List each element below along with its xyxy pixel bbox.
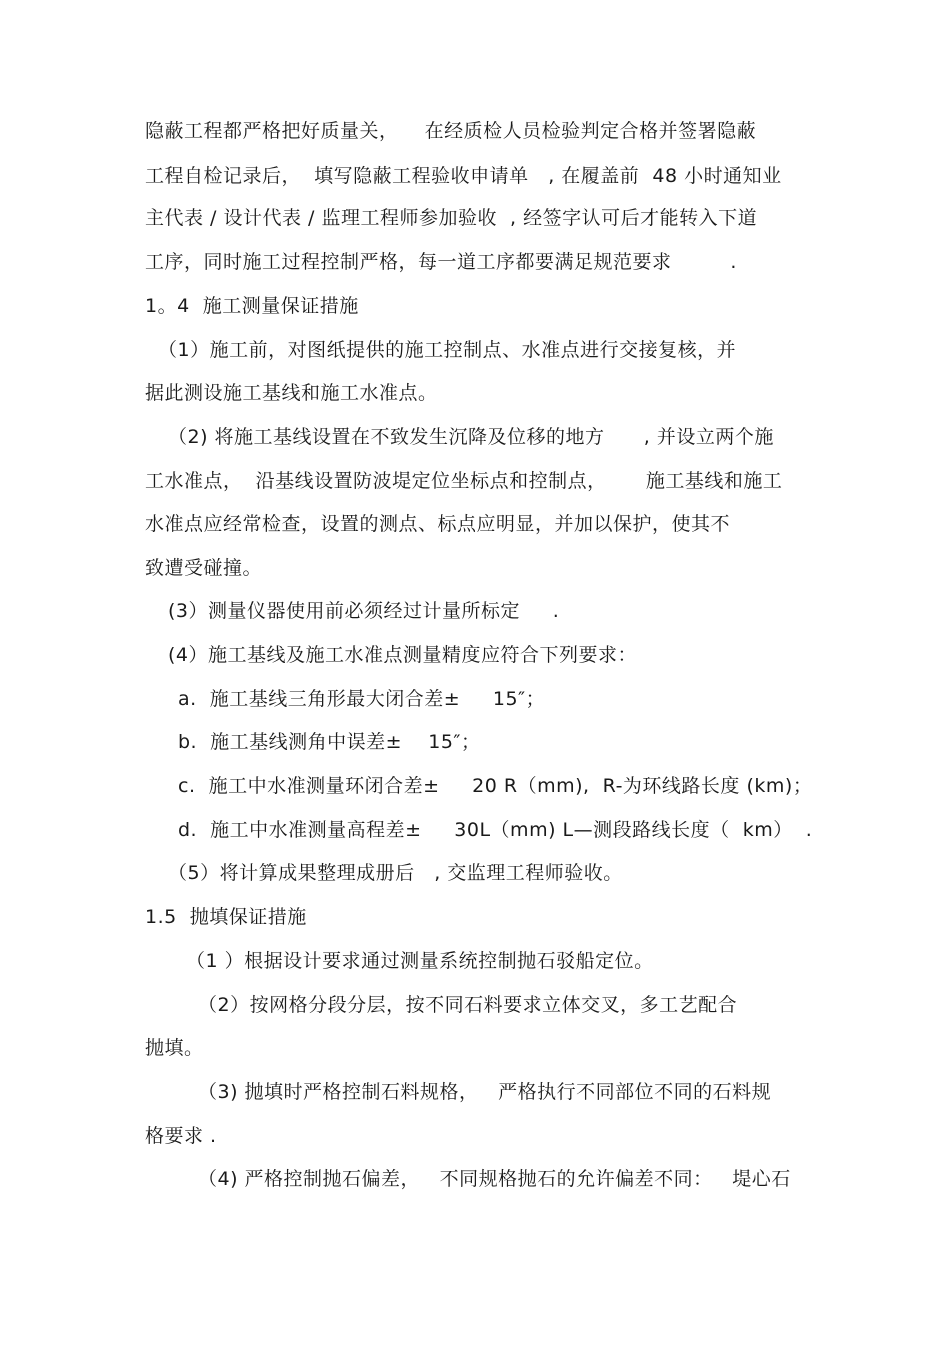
paragraph-line-1: 隐蔽工程都严格把好质量关， 在经质检人员检验判定合格并签署隐蔽 bbox=[145, 120, 757, 142]
item-2-line-4: 致遭受碰撞。 bbox=[145, 557, 263, 579]
paragraph-line-3: 主代表 / 设计代表 / 监理工程师参加验收 , 经签字认可后才能转入下道 bbox=[145, 207, 758, 229]
paragraph-line-2: 工程自检记录后， 填写隐蔽工程验收申请单 , 在履盖前 48 小时通知业 bbox=[145, 165, 782, 187]
item-3-line: (3）测量仪器使用前必须经过计量所标定 . bbox=[168, 600, 560, 622]
item-2-line-1: （2) 将施工基线设置在不致发生沉降及位移的地方 , 并设立两个施 bbox=[168, 426, 774, 448]
item-2-line-3: 水准点应经常检查，设置的测点、标点应明显，并加以保护，使其不 bbox=[145, 513, 731, 535]
section-heading-1-4: 1。4 施工测量保证措施 bbox=[145, 295, 359, 317]
sub-item-a: a. 施工基线三角形最大闭合差± 15″； bbox=[178, 688, 546, 710]
sub-item-d: d. 施工中水准测量高程差± 30L（mm) L—测段路线长度（ km） . bbox=[178, 819, 813, 841]
paragraph-line-4: 工序，同时施工过程控制严格，每一道工序都要满足规范要求 . bbox=[145, 251, 737, 273]
sub-item-b: b. 施工基线测角中误差± 15″； bbox=[178, 731, 481, 753]
fill-item-3-line-2: 格要求 . bbox=[145, 1125, 217, 1147]
section-heading-1-5: 1.5 抛填保证措施 bbox=[145, 906, 307, 928]
item-4-line: (4）施工基线及施工水准点测量精度应符合下列要求： bbox=[168, 644, 638, 666]
item-1-line-2: 据此测设施工基线和施工水准点。 bbox=[145, 382, 438, 404]
fill-item-2-line-1: （2）按网格分段分层，按不同石料要求立体交叉，多工艺配合 bbox=[198, 994, 738, 1016]
fill-item-2-line-2: 抛填。 bbox=[145, 1037, 204, 1059]
fill-item-4-line-1: （4) 严格控制抛石偏差， 不同规格抛石的允许偏差不同： 堤心石 bbox=[198, 1168, 791, 1190]
item-1-line-1: （1）施工前，对图纸提供的施工控制点、水准点进行交接复核，并 bbox=[158, 339, 737, 361]
fill-item-3-line-1: （3) 抛填时严格控制石料规格， 严格执行不同部位不同的石料规 bbox=[198, 1081, 772, 1103]
fill-item-1-line: （1 ）根据设计要求通过测量系统控制抛石驳船定位。 bbox=[186, 950, 654, 972]
item-5-line: （5）将计算成果整理成册后 , 交监理工程师验收。 bbox=[168, 862, 623, 884]
sub-item-c: c. 施工中水准测量环闭合差± 20 R（mm), R-为环线路长度 (km)； bbox=[178, 775, 813, 797]
item-2-line-2: 工水准点， 沿基线设置防波堤定位坐标点和控制点， 施工基线和施工 bbox=[145, 470, 783, 492]
